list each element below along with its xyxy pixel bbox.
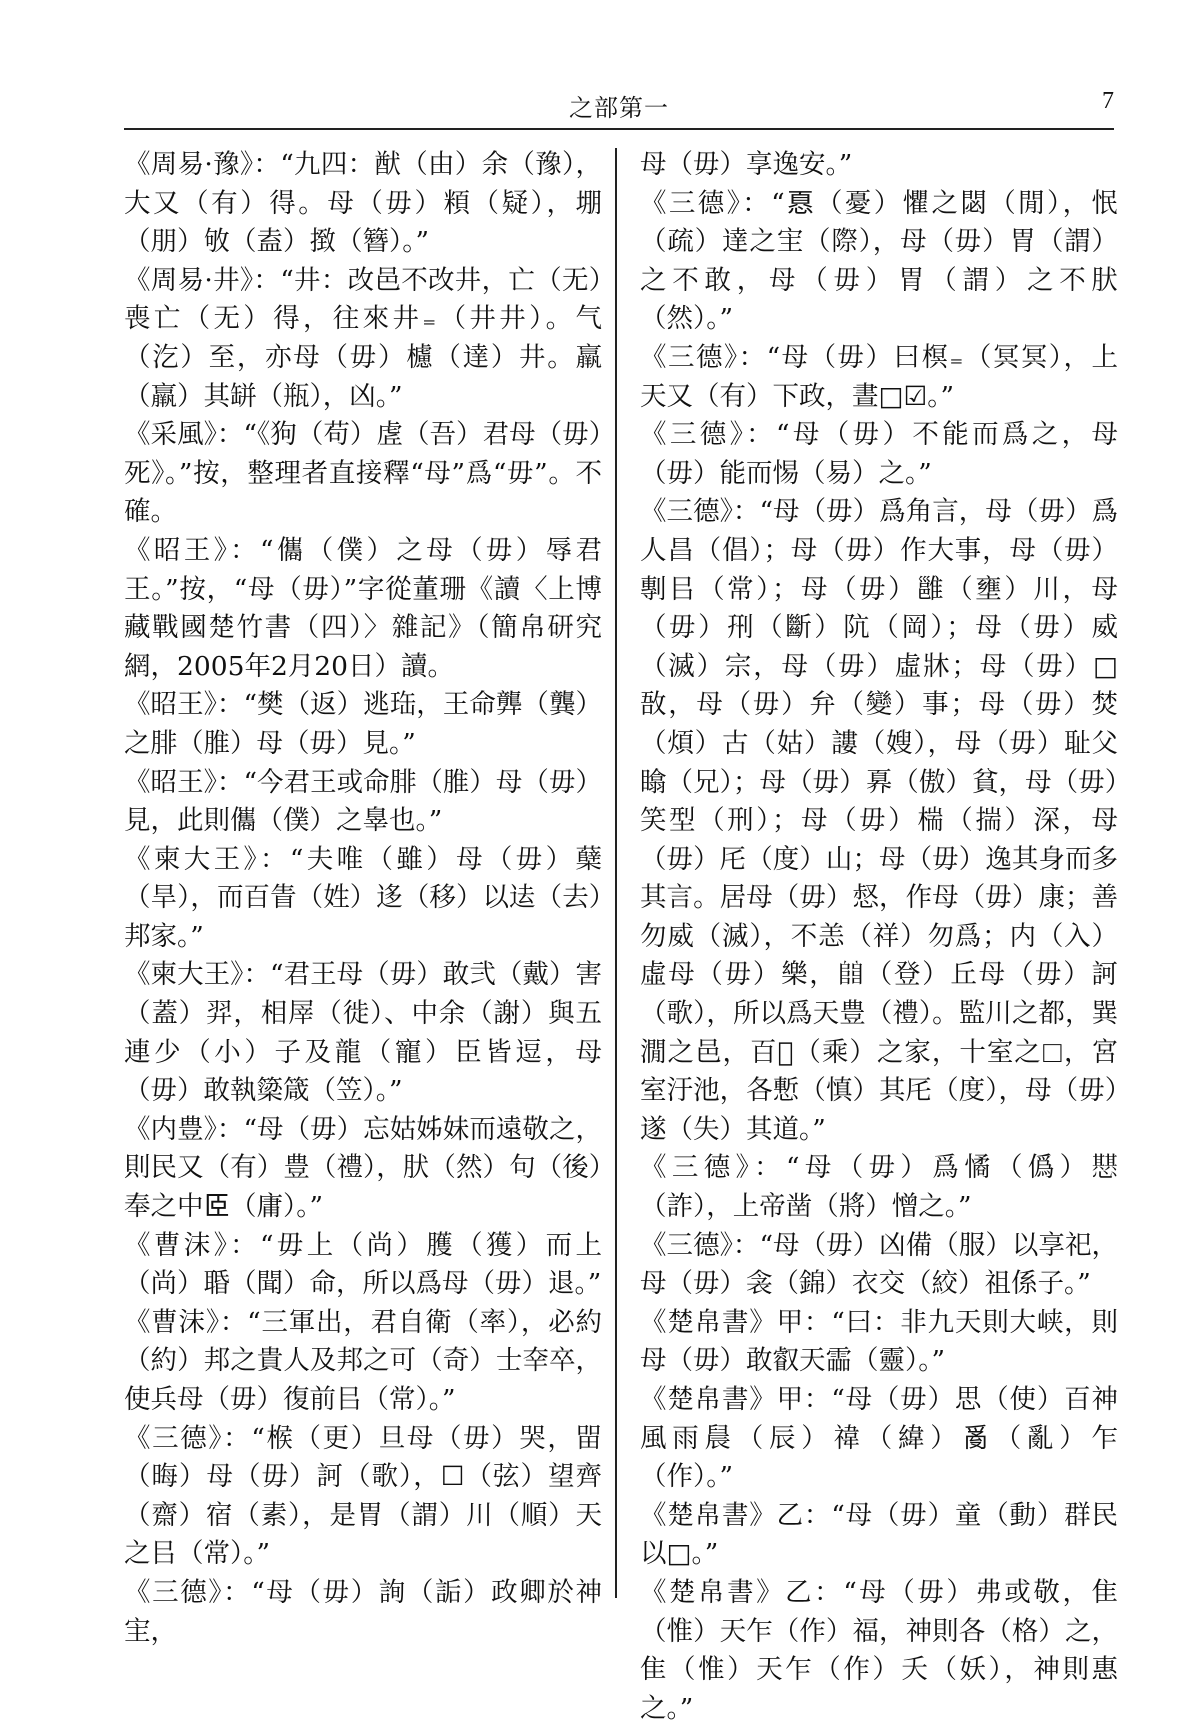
left-column — [124, 146, 602, 1651]
entry-paragraph: 《昭王》：“今君王或命腓（脽）母（毋）見，此則儶（僕）之辠也。” — [124, 766, 602, 837]
entry-paragraph: 《三德》：“母（毋）詢（詬）政卿於神宔， — [124, 1576, 602, 1647]
entry-paragraph: 《周易·豫》：“九四：猷（由）余（豫），大又（有）得。母（毋）頪（疑），堋（朋）敂（盍）㨖（簪）。” — [124, 149, 602, 258]
entry-paragraph: 《周易·井》：“井：改邑不改井，亡（无）喪亡（无）得，往來井₌（井井）。气（汔）至，亦母（毋）櫖（達）井。羸（羸）其缾（瓶），凶。” — [124, 264, 602, 412]
entry-paragraph: 《昭王》：“儶（僕）之母（毋）辱君王。”按，“母（毋）”字從董珊《讀〈上博藏戰國楚竹書（四）〉雜記》（簡帛研究網，2005年2月20日）讀。 — [124, 534, 602, 682]
entry-paragraph: 《三德》：“母（毋）爲憰（僞）𢤵（詐），上帝凿（將）憎之。” — [640, 1152, 1118, 1223]
running-header — [124, 88, 1114, 128]
entry-paragraph: 《三德》：“母（毋）曰榠₌（冥冥），上天又（有）下政，晝□☑。” — [640, 341, 1118, 412]
entry-paragraph: 《楚帛書》乙：“母（毋）弗或敬，隹（惟）天乍（作）福，神則各（格）之，隹（惟）天乍（作）夭（妖），神則惠之。” — [640, 1576, 1118, 1724]
entry-paragraph: 《楚帛書》甲：“母（毋）思（使）百神風雨䢅（辰）禕（緯）𤔔（亂）乍（作）。” — [640, 1384, 1118, 1493]
column-divider — [615, 148, 617, 1598]
entry-paragraph: 《三德》：“母（毋）不能而爲之，母（毋）能而惕（易）之。” — [640, 419, 1118, 489]
entry-paragraph: 《内豊》：“母（毋）忘姑姊妹而遠敬之，則民又（有）豊（禮），肰（然）句（後）奉之中𦣞（庸）。” — [124, 1113, 602, 1223]
entry-paragraph: 《曹沫》：“三軍出，君自衛（率），必約（約）邦之貴人及邦之可（奇）士㚔卒，使兵母（毋）復前㠯（常）。” — [124, 1306, 602, 1415]
entry-paragraph: 《三德》：“㮢（更）旦母（毋）哭，㽞（晦）母（毋）訶（歌），☐（弦）望齊（齋）宿（素），是胃（謂）川（順）天之㠯（常）。” — [124, 1422, 602, 1570]
entry-paragraph: 《楚帛書》甲：“曰：非九天則大峡，則母（毋）敢叡天霝（靈）。” — [640, 1306, 1118, 1377]
header-rule — [124, 128, 1114, 130]
entry-paragraph: 《三德》：“母（毋）凶備（服）以享祀，母（毋）衾（錦）衣交（絞）祖係子。” — [640, 1229, 1118, 1300]
right-column — [640, 146, 1118, 1728]
entry-paragraph: 《楚帛書》乙：“母（毋）童（動）群民以□。” — [640, 1499, 1118, 1570]
section-title: 之部第一 — [569, 94, 669, 122]
entry-paragraph: 《采風》：“《狗（苟）虗（吾）君母（毋）死》。”按，整理者直接釋“母”爲“毋”。不確。 — [124, 419, 602, 528]
entry-paragraph: 《曹沫》：“毋上（尚）臒（獲）而上（尚）䎽（聞）命，所以爲母（毋）退。” — [124, 1229, 602, 1300]
entry-paragraph: 《柬大王》：“夫唯（雖）母（毋）蘖（旱），而百眚（姓）迻（移）以迲（去）邦家。” — [124, 843, 602, 952]
entry-paragraph: 《昭王》：“樊（返）逃珤，王命龏（龔）之腓（脽）母（毋）見。” — [124, 689, 602, 759]
entry-paragraph: 母（毋）享逸安。” — [640, 149, 853, 180]
entry-paragraph: 《三德》：“𢝊（憂）懼之閟（閒），怋（疏）達之宔（際），母（毋）胃（謂）之不敢，母（毋）胃（謂）之不肰（然）。” — [640, 187, 1118, 335]
entry-paragraph: 《柬大王》：“君王母（毋）敢弐（戴）害（蓋）羿，相屖（徙）、中余（謝）與五連少（小）子及龍（寵）臣皆逗，母（毋）敢執簗箴（笠）。” — [124, 959, 602, 1107]
entry-paragraph: 《三德》：“母（毋）爲角言，母（毋）爲人昌（倡）；母（毋）作大事，母（毋）剸㠯（常）；母（毋）雝（壅）川，母（毋）𠛬（斷）阬（岡）；母（毋）威（滅）宗，母（毋）虛牀；母（毋）□敔，母（毋）弁（變）事；母（毋）焚（煩）古（姑）謱（嫂），母（毋）耻父䁯（兄）；母（毋）奡（傲）貧，母（毋）笑型（刑）；母（毋）椯（揣）深，母（毋）厇（度）山；母（毋）逸其身而多其言。居母（毋）惄，作母（毋）康；善勿威（滅），不恙（祥）勿爲；内（入）虛母（毋）樂，𨺅（登）丘母（毋）訶（歌），所以爲天豊（禮）。監川之都，巽㵎之邑，百𨌥（乘）之家，十室之☐，宮室汙池，各慙（慎）其厇（度），母（毋）遂（失）其道。” — [640, 496, 1118, 1145]
page-number: 7 — [1102, 88, 1114, 114]
